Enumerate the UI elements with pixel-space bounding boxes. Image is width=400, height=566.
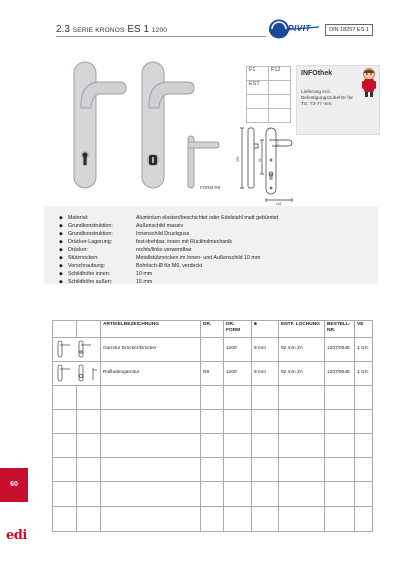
property-label: Grundkonstruktion: <box>68 223 113 229</box>
spec-cell <box>269 95 291 109</box>
article-dr <box>201 338 224 362</box>
article-name: Garnitur Drücker/Drücker <box>101 338 201 362</box>
column-header: BESTELL-NR. <box>325 321 355 338</box>
property-value: fest-drehbar, innen mit Rückholmechanik <box>136 239 232 245</box>
property-label: Drücker: <box>68 247 89 253</box>
spec-grid <box>246 66 291 123</box>
bullet-icon: ◆ <box>59 271 63 277</box>
brand-logo <box>268 18 320 40</box>
section-number: 2.3 <box>56 24 70 35</box>
info-box <box>296 65 380 135</box>
article-name: Rollladengarnitur <box>101 362 201 386</box>
bullet-icon: ◆ <box>59 247 63 253</box>
form-label: FORM R9 <box>200 185 221 190</box>
spec-cell: EST <box>247 81 269 95</box>
table-header-row <box>53 321 373 338</box>
property-label: Schildhöhe außen: <box>68 279 113 285</box>
property-value: Innenschild Druckguss <box>136 231 190 237</box>
property-label: Verschraubung: <box>68 263 106 269</box>
svg-text:270: 270 <box>236 156 240 162</box>
product-photo-profile-cylinder <box>58 60 128 192</box>
roller-shutter-set-icon <box>55 364 99 382</box>
column-header <box>77 321 101 338</box>
spec-cell <box>247 95 269 109</box>
column-header: ARTIKELBEZEICHNUNG <box>101 321 201 338</box>
mascot-icon <box>359 67 379 97</box>
property-label: Material: <box>68 215 89 221</box>
column-header <box>53 321 77 338</box>
bullet-icon: ◆ <box>59 223 63 229</box>
page-title <box>56 24 167 35</box>
article-square: 8 mm <box>252 338 279 362</box>
din-label: DIN 18257 ES 1 <box>325 24 373 36</box>
product-table <box>52 320 373 532</box>
table-row-empty <box>53 434 373 458</box>
brand-edi-logo: edi <box>6 528 27 543</box>
property-value: rechts/links verwendbar <box>136 247 192 253</box>
article-order-number: 1207/9045 <box>325 362 355 386</box>
bullet-icon: ◆ <box>59 279 63 285</box>
table-row-empty <box>53 410 373 434</box>
article-square: 8 mm <box>252 362 279 386</box>
properties-panel <box>44 206 378 284</box>
column-header: DR. <box>201 321 224 338</box>
property-label: Stütznocken: <box>68 255 99 261</box>
table-row-empty <box>53 507 373 532</box>
article-order-number: 1207/0045 <box>325 338 355 362</box>
info-text: Lieferung incl. Befestigungszubehör für TS: 73-77 mm. <box>301 90 353 108</box>
bullet-icon: ◆ <box>59 215 63 221</box>
brand-logo-text: PIVIT <box>288 23 311 33</box>
model-name: ES 1 <box>127 24 150 35</box>
article-distance: 92 mm ZA <box>279 362 325 386</box>
column-header: ■ <box>252 321 279 338</box>
header-rule <box>56 36 266 37</box>
table-row-empty <box>53 482 373 507</box>
property-value: 15 mm <box>136 279 153 285</box>
handle-handle-icon <box>55 340 99 358</box>
table-row-empty <box>53 386 373 410</box>
article-distance: 92 mm ZA <box>279 338 325 362</box>
property-label: Schildhöhe innen: <box>68 271 111 277</box>
table-row-empty <box>53 458 373 482</box>
page-number: 60 <box>0 468 28 502</box>
article-form: 1200 <box>224 362 252 386</box>
bullet-icon: ◆ <box>59 263 63 269</box>
spec-cell: F12 <box>269 67 291 81</box>
svg-text:142: 142 <box>276 202 282 206</box>
series-name: SERIE KRONOS <box>72 27 125 34</box>
article-packing-unit: 1 Grt. <box>355 338 373 362</box>
property-value: Metallstütznocken im Innen- und Außenschild 10 mm <box>136 255 261 261</box>
property-value: Außenschild massiv <box>136 223 184 229</box>
property-value: Bohrloch-Ø für M6, verdeckt <box>136 263 203 269</box>
column-header: DR. FORM <box>224 321 252 338</box>
model-number: 1200 <box>151 27 168 34</box>
property-value: 10 mm <box>136 271 153 277</box>
table-row <box>53 338 373 362</box>
property-label: Grundkonstruktion: <box>68 231 113 237</box>
article-dr: R9 <box>201 362 224 386</box>
product-photo-roller-shutter <box>128 60 220 192</box>
info-title: INFOthek <box>301 70 333 77</box>
technical-drawing <box>236 118 306 206</box>
article-form: 1200 <box>224 338 252 362</box>
bullet-icon: ◆ <box>59 255 63 261</box>
bullet-icon: ◆ <box>59 231 63 237</box>
property-value: Aluminium eloxiert/beschichtet oder Edelstahl matt gebürstet <box>136 215 279 221</box>
article-packing-unit: 1 Grt. <box>355 362 373 386</box>
table-row <box>53 362 373 386</box>
spec-cell: F1 <box>247 67 269 81</box>
bullet-icon: ◆ <box>59 239 63 245</box>
product-icon-cell <box>53 338 101 362</box>
spec-cell <box>269 81 291 95</box>
column-header: VE <box>355 321 373 338</box>
property-label: Drücker-Lagerung: <box>68 239 113 245</box>
column-header: ENTF. LOCHUNG <box>279 321 325 338</box>
svg-text:92: 92 <box>258 158 262 162</box>
product-icon-cell <box>53 362 101 386</box>
